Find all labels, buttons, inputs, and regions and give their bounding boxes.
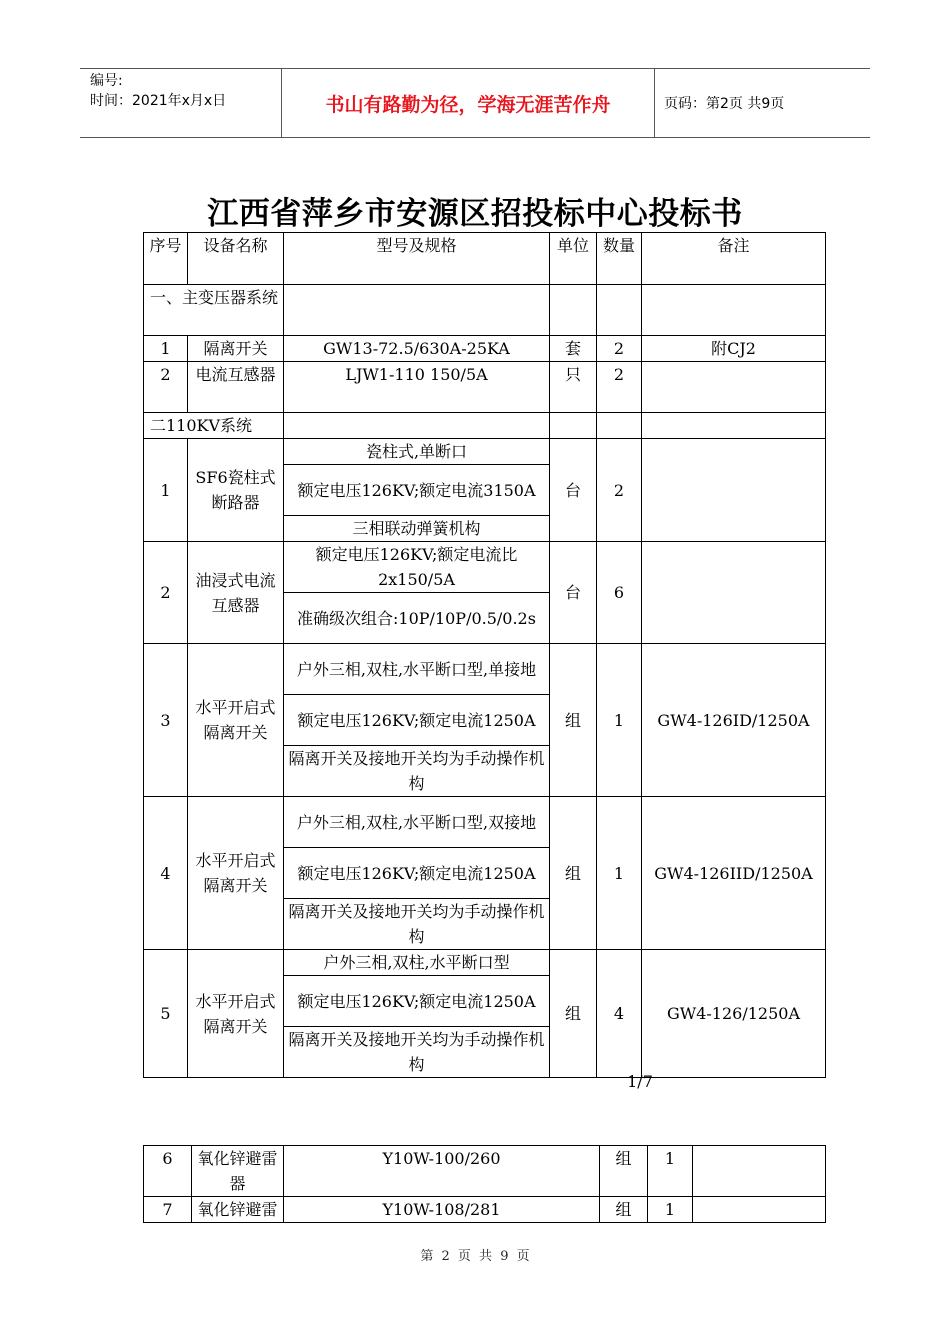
cell-spec: 瓷柱式,单断口 — [284, 439, 550, 465]
cell-spec: 隔离开关及接地开关均为手动操作机构 — [284, 746, 550, 797]
table-row — [144, 1146, 826, 1197]
col-header-spec: 型号及规格 — [284, 233, 550, 285]
cell-unit: 台 — [550, 542, 597, 644]
cell-note — [693, 1146, 826, 1197]
cell-no: 6 — [144, 1146, 192, 1197]
cell-note: GW4-126IID/1250A — [642, 797, 826, 950]
cell-qty: 2 — [597, 362, 642, 413]
cell-unit: 组 — [550, 950, 597, 1078]
cell-qty: 1 — [648, 1197, 693, 1223]
cell-name: 油浸式电流互感器 — [188, 542, 284, 644]
page-title: 江西省萍乡市安源区招投标中心投标书 — [207, 196, 743, 232]
cell-name: 电流互感器 — [188, 362, 284, 413]
table-row — [144, 950, 826, 976]
cell-no: 4 — [144, 797, 188, 950]
cell-no: 7 — [144, 1197, 192, 1223]
cell-qty: 2 — [597, 439, 642, 542]
header-page-info: 页码：第2页 共9页 — [664, 96, 785, 112]
cell-spec: Y10W-108/281 — [284, 1197, 600, 1223]
cell-note — [693, 1197, 826, 1223]
cell-name: 水平开启式隔离开关 — [188, 950, 284, 1078]
page-mark: 1/7 — [627, 1072, 653, 1091]
cell-note — [642, 362, 826, 413]
cell-no: 5 — [144, 950, 188, 1078]
cell-unit: 组 — [550, 644, 597, 797]
equipment-table-continued — [143, 1145, 826, 1223]
col-header-qty: 数量 — [597, 233, 642, 285]
cell-note: GW4-126ID/1250A — [642, 644, 826, 797]
cell-name: SF6瓷柱式断路器 — [188, 439, 284, 542]
cell-name: 氧化锌避雷器 — [192, 1146, 284, 1197]
cell-spec: 额定电压126KV;额定电流比2x150/5A — [284, 542, 550, 593]
cell-spec: Y10W-100/260 — [284, 1146, 600, 1197]
section-row — [144, 413, 826, 439]
table-row — [144, 362, 826, 413]
cell-note — [642, 439, 826, 542]
cell-spec: 额定电压126KV;额定电流1250A — [284, 848, 550, 899]
document-header — [80, 68, 870, 138]
code-label: 编号: — [90, 73, 123, 89]
cell-name: 隔离开关 — [188, 336, 284, 362]
cell-spec: 隔离开关及接地开关均为手动操作机构 — [284, 1027, 550, 1078]
equipment-table — [143, 232, 826, 1078]
page-footer: 第 2 页 共 9 页 — [420, 1249, 530, 1264]
cell-no: 1 — [144, 439, 188, 542]
col-header-note: 备注 — [642, 233, 826, 285]
cell-name: 水平开启式隔离开关 — [188, 644, 284, 797]
cell-unit: 台 — [550, 439, 597, 542]
cell-qty: 1 — [597, 644, 642, 797]
col-header-no: 序号 — [144, 233, 188, 285]
cell-unit: 只 — [550, 362, 597, 413]
table-row — [144, 542, 826, 593]
table-row — [144, 644, 826, 695]
cell-unit: 组 — [600, 1146, 648, 1197]
cell-unit: 套 — [550, 336, 597, 362]
cell-name: 水平开启式隔离开关 — [188, 797, 284, 950]
cell-note: GW4-126/1250A — [642, 950, 826, 1078]
cell-no: 2 — [144, 542, 188, 644]
cell-spec: LJW1-110 150/5A — [284, 362, 550, 413]
cell-spec: 额定电压126KV;额定电流1250A — [284, 695, 550, 746]
cell-note: 附CJ2 — [642, 336, 826, 362]
table-row — [144, 336, 826, 362]
cell-spec: 额定电压126KV;额定电流3150A — [284, 465, 550, 516]
cell-unit: 组 — [550, 797, 597, 950]
header-meta — [80, 69, 282, 137]
header-motto: 书山有路勤为径，学海无涯苦作舟 — [282, 69, 655, 137]
table-row — [144, 439, 826, 465]
cell-spec: 隔离开关及接地开关均为手动操作机构 — [284, 899, 550, 950]
cell-qty: 1 — [597, 797, 642, 950]
cell-qty: 4 — [597, 950, 642, 1078]
cell-no: 2 — [144, 362, 188, 413]
cell-unit: 组 — [600, 1197, 648, 1223]
date-line: 时间：2021年x月x日 — [90, 93, 227, 109]
cell-spec: 三相联动弹簧机构 — [284, 516, 550, 542]
cell-note — [642, 542, 826, 644]
cell-no: 3 — [144, 644, 188, 797]
cell-spec: 准确级次组合:10P/10P/0.5/0.2s — [284, 593, 550, 644]
cell-qty: 2 — [597, 336, 642, 362]
table-row — [144, 1197, 826, 1223]
table-header-row — [144, 233, 826, 285]
cell-qty: 6 — [597, 542, 642, 644]
table-row — [144, 797, 826, 848]
cell-spec: 户外三相,双柱,水平断口型,单接地 — [284, 644, 550, 695]
cell-name: 氧化锌避雷 — [192, 1197, 284, 1223]
cell-spec: 户外三相,双柱,水平断口型,双接地 — [284, 797, 550, 848]
cell-spec: GW13-72.5/630A-25KA — [284, 336, 550, 362]
section-title: 二110KV系统 — [144, 413, 284, 439]
col-header-name: 设备名称 — [188, 233, 284, 285]
cell-no: 1 — [144, 336, 188, 362]
section-row — [144, 285, 826, 336]
section-title: 一、主变压器系统 — [144, 285, 284, 336]
col-header-unit: 单位 — [550, 233, 597, 285]
cell-spec: 户外三相,双柱,水平断口型 — [284, 950, 550, 976]
cell-spec: 额定电压126KV;额定电流1250A — [284, 976, 550, 1027]
cell-qty: 1 — [648, 1146, 693, 1197]
